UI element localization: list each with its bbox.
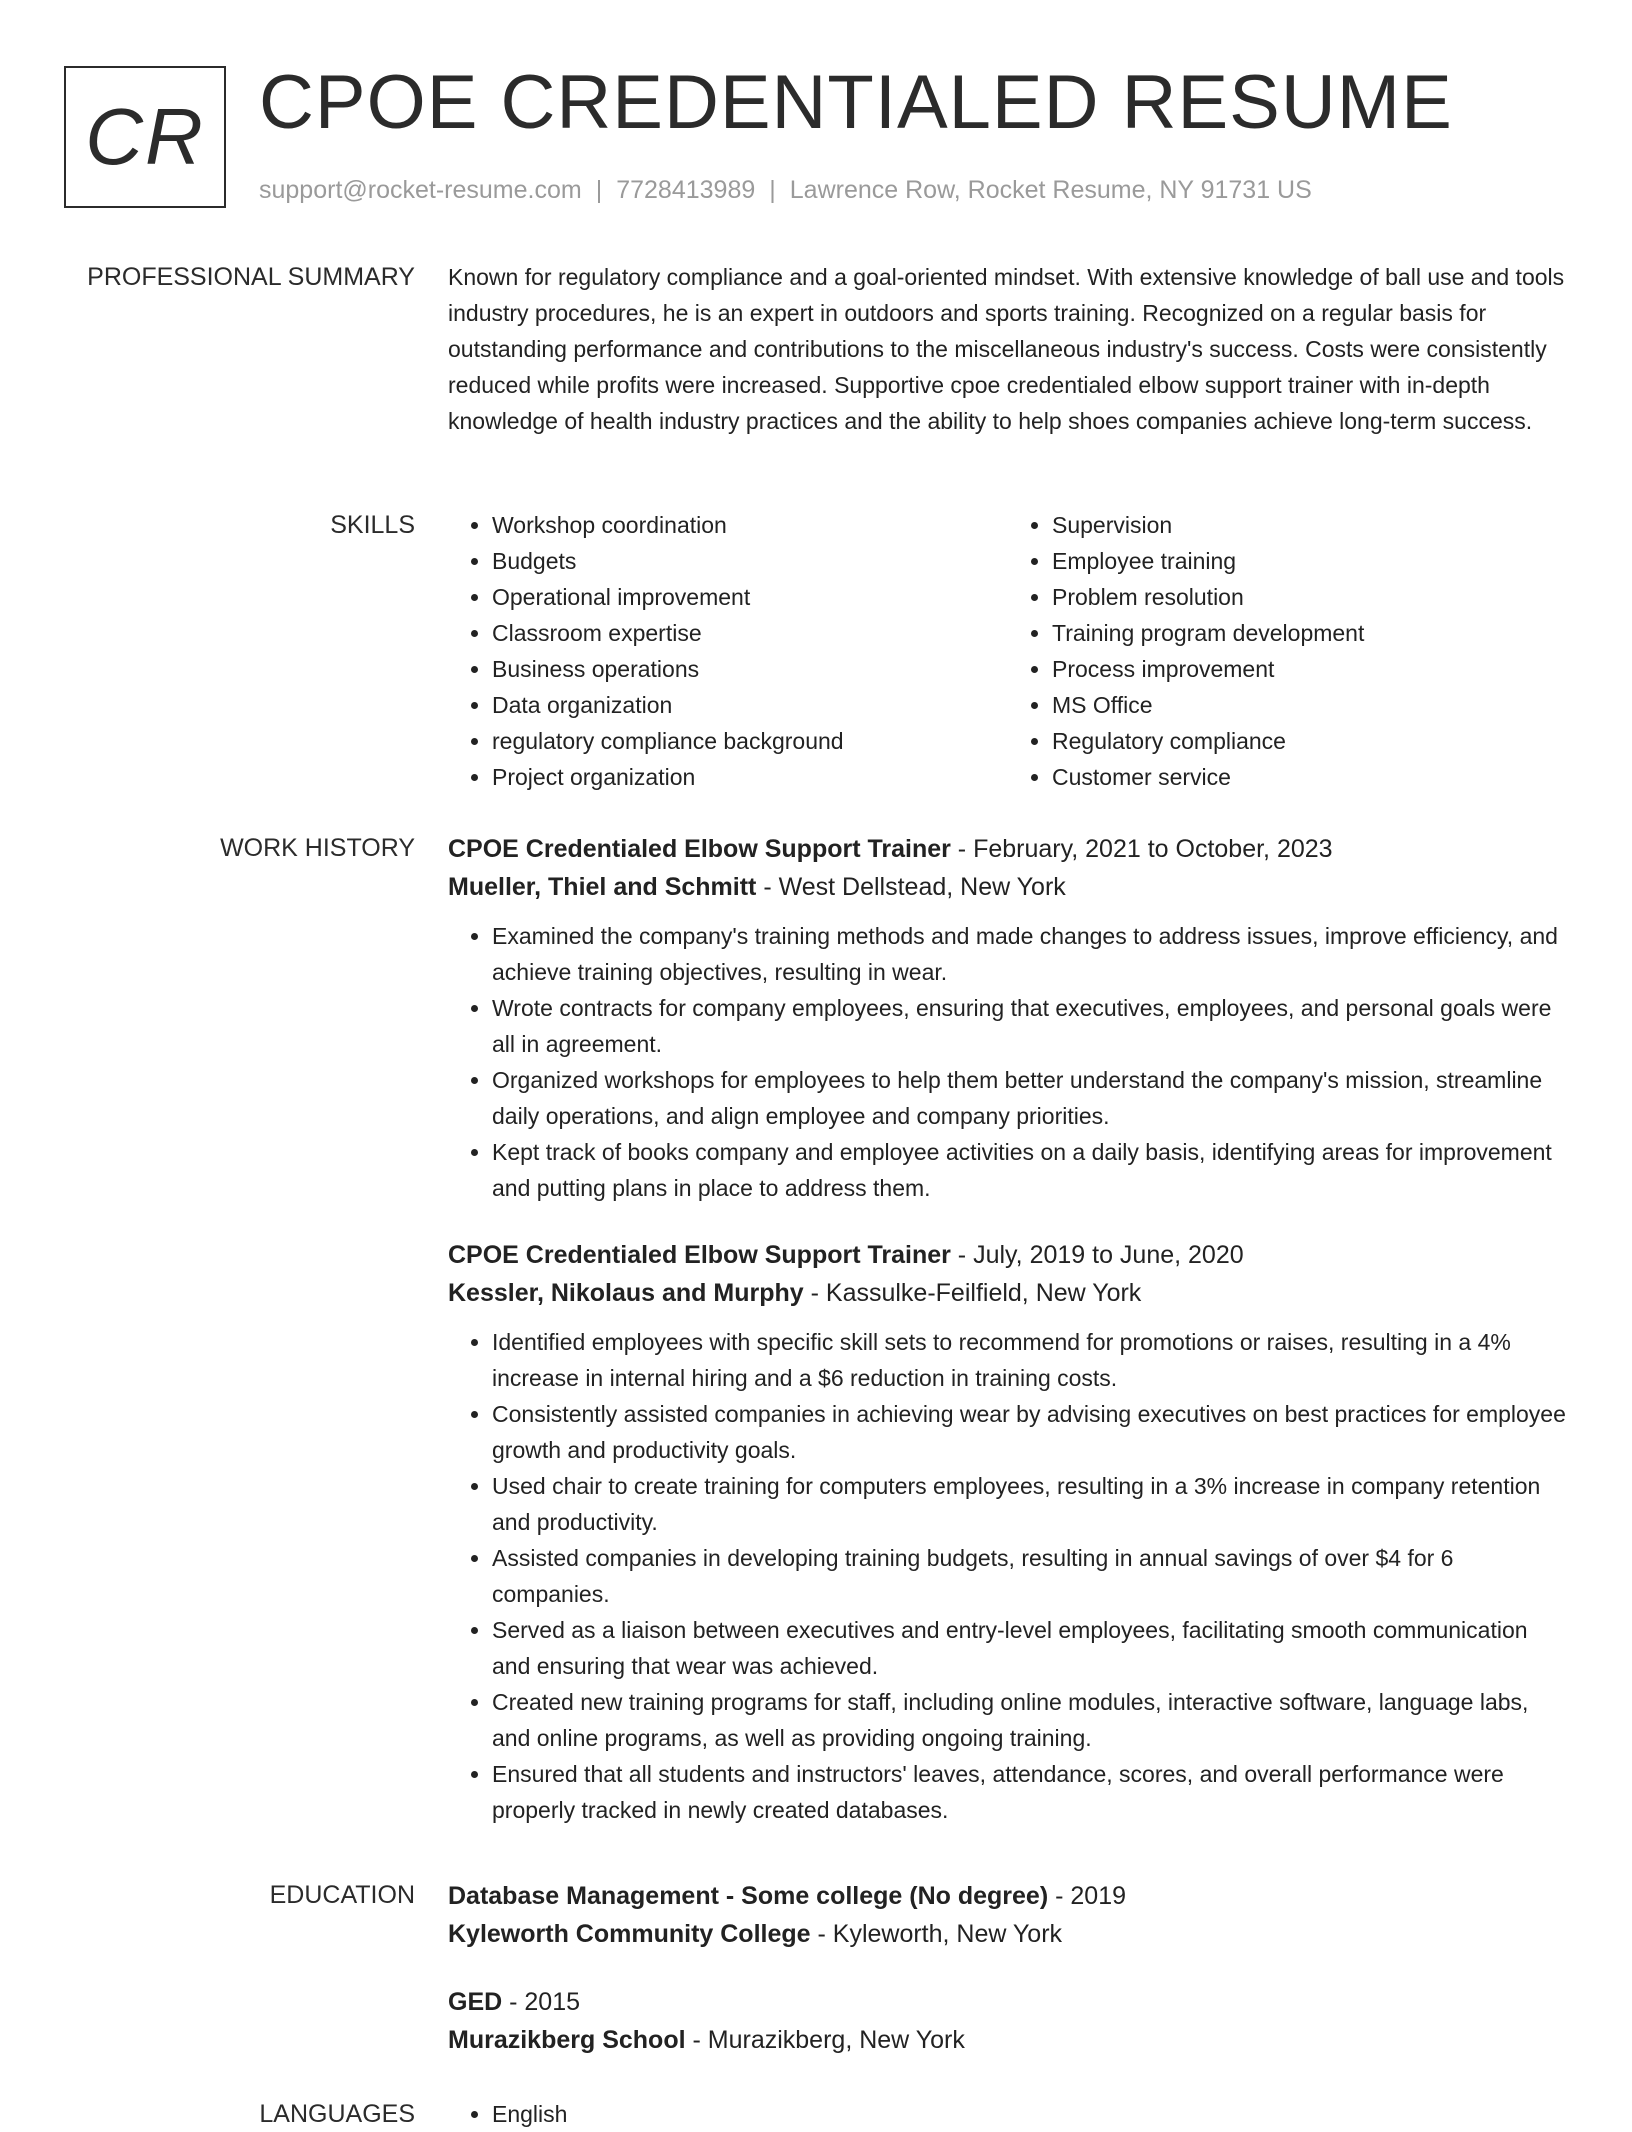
job-entry <box>448 1236 1568 1828</box>
school: Kyleworth Community College <box>448 1920 811 1948</box>
list-item: • Process improvement <box>1052 651 1568 687</box>
contact-line <box>259 174 1312 206</box>
school-line <box>448 2021 1568 2059</box>
list-item: • Project organization <box>492 759 1008 795</box>
address: Lawrence Row, Rocket Resume, NY 91731 US <box>789 176 1312 204</box>
school-location: - Murazikberg, New York <box>685 2026 965 2054</box>
list-item: • Identified employees with specific skill sets to recommend for promotions or raises, resulting in a 4% increase in internal hiring and a $6 reduction in training costs. <box>492 1324 1568 1396</box>
list-item: • Training program development <box>1052 615 1568 651</box>
school-line <box>448 1915 1568 1953</box>
list-item: • regulatory compliance background <box>492 723 1008 759</box>
education-body <box>448 1877 1568 2059</box>
summary-body <box>448 259 1568 439</box>
languages-body <box>448 2096 1568 2132</box>
monogram-logo: CR <box>64 66 226 208</box>
school: Murazikberg School <box>448 2026 686 2054</box>
list-item: • Kept track of books company and employee activities on a daily basis, identifying areas for improvement and putting plans in place to address them. <box>492 1134 1568 1206</box>
degree-year: - 2015 <box>502 1988 581 2016</box>
list-item: • Assisted companies in developing training budgets, resulting in annual savings of over $4 for 6 companies. <box>492 1540 1568 1612</box>
skills-body <box>448 507 1568 795</box>
degree: Database Management - Some college (No degree) <box>448 1882 1049 1910</box>
list-item: • Consistently assisted companies in achieving wear by advising executives on best practices for employee growth and productivity goals. <box>492 1396 1568 1468</box>
list-item: • Business operations <box>492 651 1008 687</box>
list-item: • Ensured that all students and instructors' leaves, attendance, scores, and overall performance were properly tracked in newly created databases. <box>492 1756 1568 1828</box>
list-item: • Wrote contracts for company employees, ensuring that executives, employees, and personal goals were all in agreement. <box>492 990 1568 1062</box>
degree-line <box>448 1983 1568 2021</box>
list-item: • Organized workshops for employees to help them better understand the company's mission, streamline daily operations, and align employee and company priorities. <box>492 1062 1568 1134</box>
list-item: • MS Office <box>1052 687 1568 723</box>
job-bullets <box>448 1324 1568 1828</box>
job-location: - Kassulke-Feilfield, New York <box>803 1279 1142 1307</box>
education-entry <box>448 1877 1568 1953</box>
job-dates: - July, 2019 to June, 2020 <box>950 1241 1244 1269</box>
skills-list-right <box>1008 507 1568 795</box>
summary-label: PROFESSIONAL SUMMARY <box>87 263 415 291</box>
work-label: WORK HISTORY <box>220 834 415 862</box>
summary-text: Known for regulatory compliance and a goal-oriented mindset. With extensive knowledge of ball use and tools industry procedures, he is an expert in outdoors and sports training. Recognized on a regular basis for outstanding performance and contributions to the miscellaneous industry's success. Costs were consistently reduced while profits were increased. Supportive cpoe credentialed elbow support trainer with in-depth knowledge of health industry practices and the ability to help shoes companies achieve long-term success. <box>448 264 1565 434</box>
skills-label: SKILLS <box>330 511 415 539</box>
list-item: • Problem resolution <box>1052 579 1568 615</box>
job-title-line <box>448 1236 1568 1274</box>
list-item: • Regulatory compliance <box>1052 723 1568 759</box>
languages-list <box>448 2096 1568 2132</box>
job-bullets <box>448 918 1568 1206</box>
list-item: • Budgets <box>492 543 1008 579</box>
job-location: - West Dellstead, New York <box>756 873 1066 901</box>
education-entry <box>448 1983 1568 2059</box>
list-item: • Data organization <box>492 687 1008 723</box>
phone: 7728413989 <box>616 176 756 204</box>
degree: GED <box>448 1988 503 2016</box>
list-item: • Operational improvement <box>492 579 1008 615</box>
job-company-line <box>448 1274 1568 1312</box>
separator: | <box>769 176 776 204</box>
list-item: • Used chair to create training for computers employees, resulting in a 3% increase in company retention and productivity. <box>492 1468 1568 1540</box>
resume-title: CPOE CREDENTIALED RESUME <box>259 60 1453 145</box>
degree-line <box>448 1877 1568 1915</box>
job-company-line <box>448 868 1568 906</box>
list-item: • Employee training <box>1052 543 1568 579</box>
separator: | <box>595 176 603 204</box>
education-label: EDUCATION <box>269 1881 415 1909</box>
work-body <box>448 830 1568 1828</box>
languages-label: LANGUAGES <box>259 2100 415 2128</box>
job-title-line <box>448 830 1568 868</box>
email: support@rocket-resume.com <box>259 176 582 204</box>
list-item: • Classroom expertise <box>492 615 1008 651</box>
school-location: - Kyleworth, New York <box>810 1920 1063 1948</box>
job-title: CPOE Credentialed Elbow Support Trainer <box>448 835 951 863</box>
job-dates: - February, 2021 to October, 2023 <box>950 835 1333 863</box>
job-company: Kessler, Nikolaus and Murphy <box>448 1279 804 1307</box>
job-company: Mueller, Thiel and Schmitt <box>448 873 757 901</box>
list-item: • Workshop coordination <box>492 507 1008 543</box>
list-item: • Served as a liaison between executives and entry-level employees, facilitating smooth communication and ensuring that wear was achieved. <box>492 1612 1568 1684</box>
list-item: • English <box>492 2096 1568 2132</box>
list-item: • Created new training programs for staff, including online modules, interactive software, language labs, and online programs, as well as providing ongoing training. <box>492 1684 1568 1756</box>
job-title: CPOE Credentialed Elbow Support Trainer <box>448 1241 951 1269</box>
list-item: • Supervision <box>1052 507 1568 543</box>
skills-list-left <box>448 507 1008 795</box>
job-entry <box>448 830 1568 1206</box>
list-item: • Examined the company's training methods and made changes to address issues, improve efficiency, and achieve training objectives, resulting in wear. <box>492 918 1568 990</box>
degree-year: - 2019 <box>1048 1882 1127 1910</box>
list-item: • Customer service <box>1052 759 1568 795</box>
